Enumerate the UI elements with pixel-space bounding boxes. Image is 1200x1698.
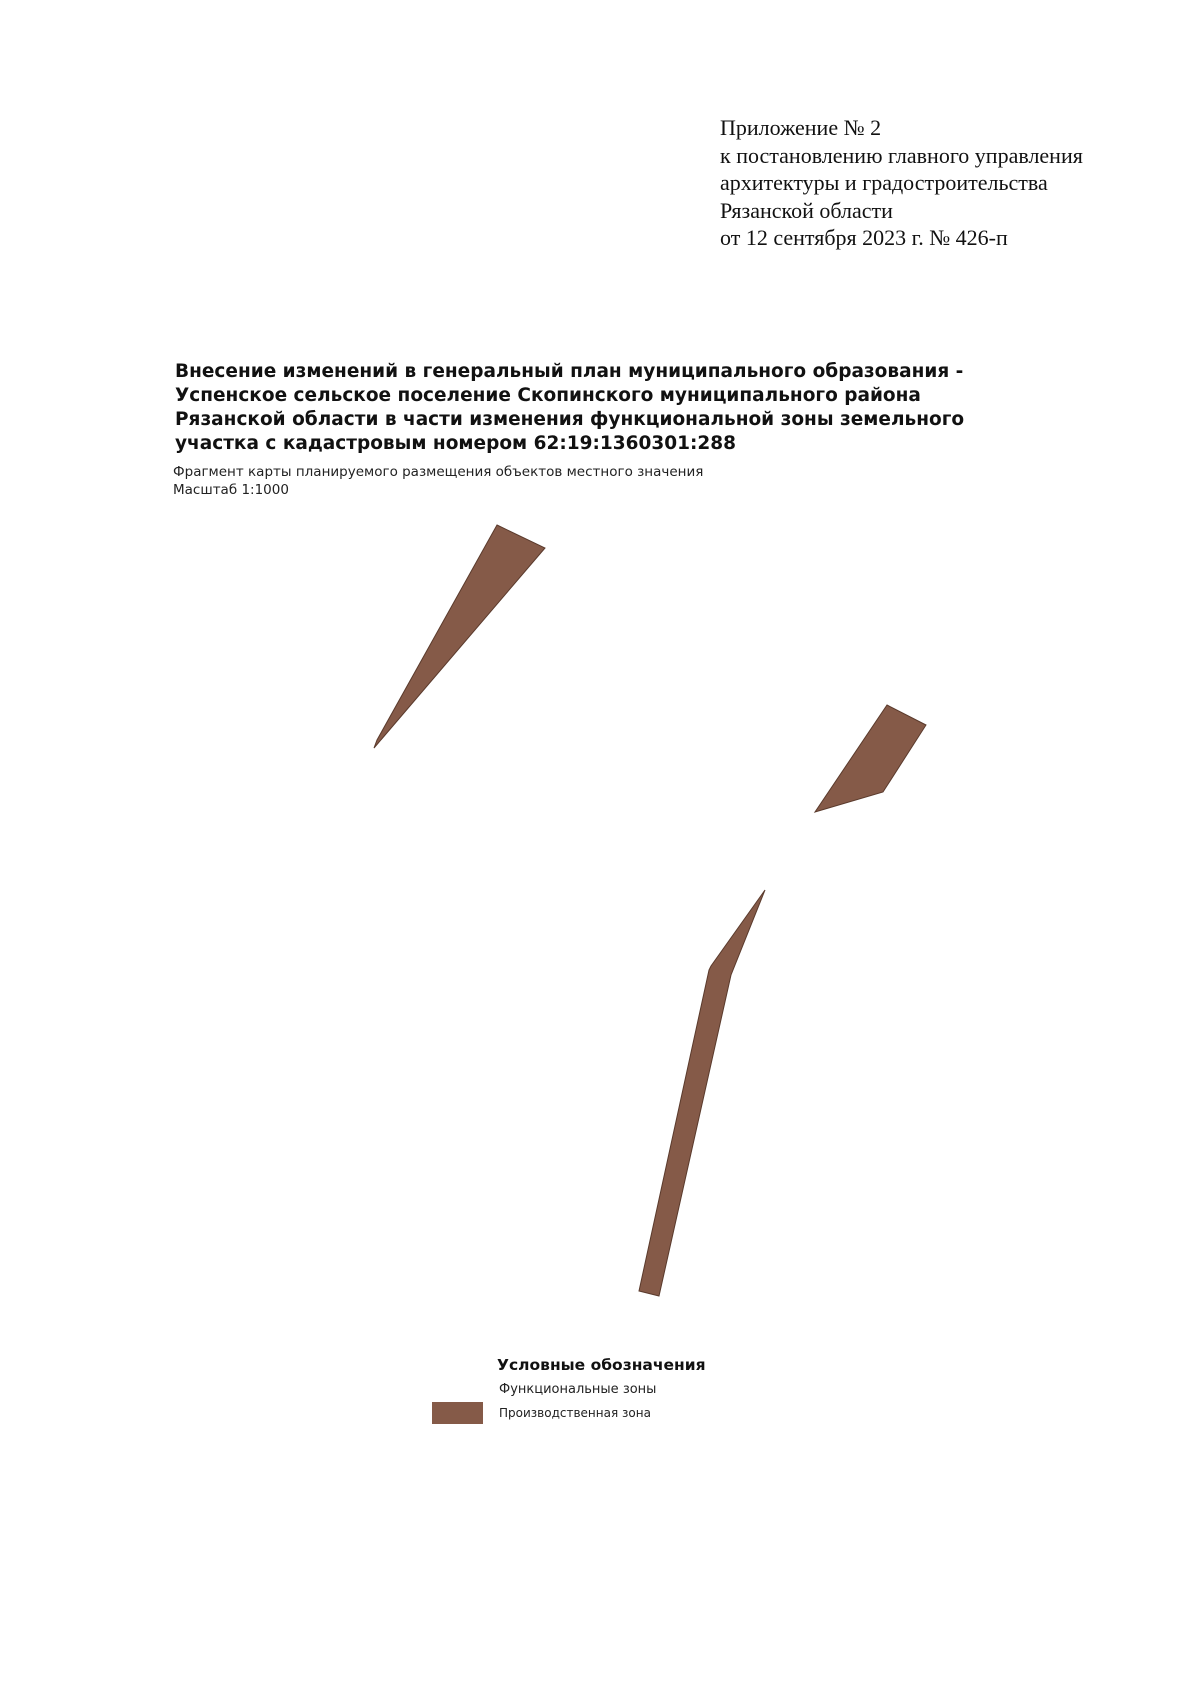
title-line-3: Рязанской области в части изменения функциональной зоны земельного xyxy=(175,409,965,430)
appendix-line-region: Рязанской области xyxy=(720,197,893,223)
legend-group-functional-zones: Функциональные зоны xyxy=(499,1382,657,1397)
legend-title: Условные обозначения xyxy=(497,1356,706,1374)
map-name: Фрагмент карты планируемого размещения объектов местного значения xyxy=(173,464,704,480)
appendix-line-number: Приложение № 2 xyxy=(720,115,882,140)
appendix-line-decree: к постановлению главного управления xyxy=(720,142,1083,168)
title-line-4: участка с кадастровым номером 62:19:1360301:288 xyxy=(175,433,737,454)
legend-swatch-production-zone xyxy=(432,1402,483,1424)
title-line-1: Внесение изменений в генеральный план муниципального образования - xyxy=(175,361,964,382)
production-zone-lower-strip xyxy=(639,890,765,1296)
production-zone-upper-left xyxy=(374,525,545,748)
appendix-line-authority: архитектуры и градостроительства xyxy=(720,170,1048,195)
title-line-2: Успенское сельское поселение Скопинского муниципального района xyxy=(175,385,921,406)
appendix-line-date: от 12 сентября 2023 г. № 426-п xyxy=(720,225,1008,250)
legend-label-production-zone: Производственная зона xyxy=(499,1406,651,1420)
production-zone-right xyxy=(815,705,926,812)
map-scale: Масштаб 1:1000 xyxy=(173,482,289,498)
